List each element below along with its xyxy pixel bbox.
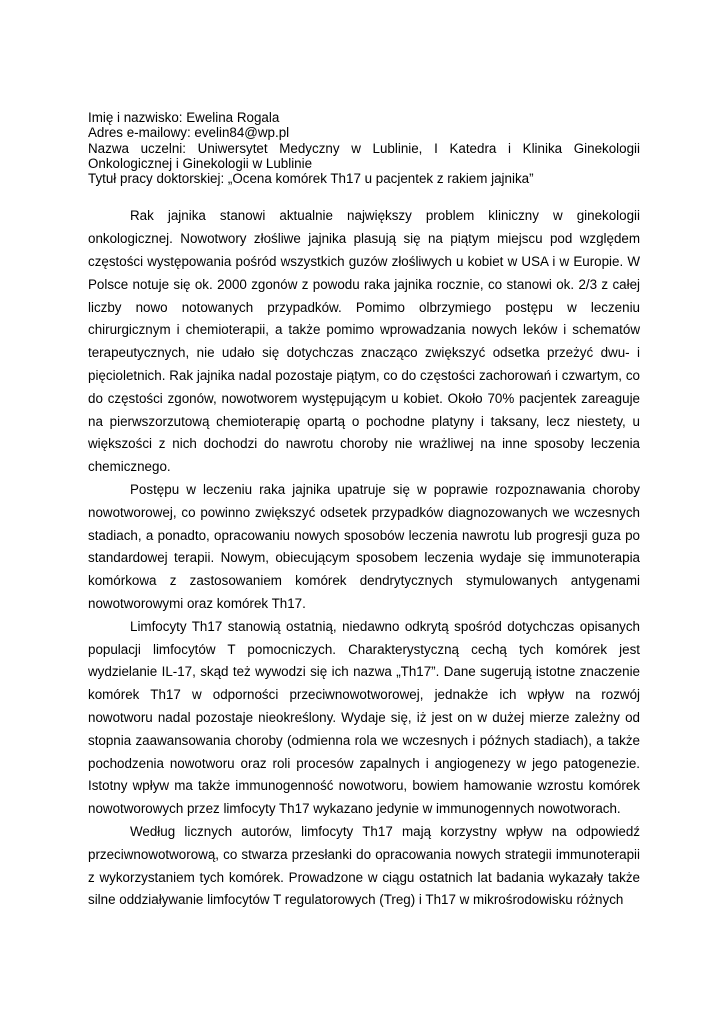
thesis-title: Tytuł pracy doktorskiej: „Ocena komórek Th17 u pacjentek z rakiem jajnika” (88, 171, 534, 187)
author-name: Imię i nazwisko: Ewelina Rogala (88, 110, 280, 125)
university-name-line-1: Nazwa uczelni: Uniwersytet Medyczny w Lublinie, I Katedra i Klinika Ginekologii (88, 140, 640, 156)
paragraph-1: Rak jajnika stanowi aktualnie największy problem kliniczny w ginekologii onkologicznej. Nowotwory złośliwe jajnika plasują się na piątym miejscu pod względem częstości występowania pośród wszystkich guzów złośliwych u kobiet w USA i w Europie. W Polsce notuje się ok. 2000 zgonów z powodu raka jajnika rocznie, co stanowi ok. 2/3 z całej liczby nowo notowanych przypadków. Pomimo olbrzymiego postępu w leczeniu chirurgicznym i chemioterapii, a także pomimo wprowadzania nowych leków i schematów terapeutycznych, nie udało się dotychczas znacząco zwiększyć odsetka przeżyć dwu- i pięcioletnich. Rak jajnika nadal pozostaje piątym, co do częstości zachorowań i czwartym, co do częstości zgonów, nowotworem występującym u kobiet. Około 70% pacjentek zareaguje na pierwszorzutową chemioterapię opartą o pochodne platyny i taksany, lecz niestety, u większości z nich dochodzi do nawrotu choroby nie wrażliwej na inne sposoby leczenia chemicznego. (88, 208, 640, 475)
paragraph-3: Limfocyty Th17 stanowią ostatnią, niedawno odkrytą spośród dotychczas opisanych populacji limfocytów T pomocniczych. Charakterystyczną cechą tych komórek jest wydzielanie IL-17, skąd też wywodzi się ich nazwa „Th17”. Dane sugerują istotne znaczenie komórek Th17 w odporności przeciwnowotworowej, jednakże ich wpływ na rozwój nowotworu nadal pozostaje nieokreślony. Wydaje się, iż jest on w dużej mierze zależny od stopnia zaawansowania choroby (odmienna rola we wczesnych i późnych stadiach), a także pochodzenia nowotworu oraz roli procesów zapalnych i angiogenezy w jego patogenezie. Istotny wpływ ma także immunogenność nowotworu, bowiem hamowanie wzrostu komórek nowotworowych przez limfocyty Th17 wykazano jedynie w immunogennych nowotworach. (88, 618, 640, 817)
university-name-line-2: Onkologicznej i Ginekologii w Lublinie (88, 155, 313, 171)
author-header (88, 110, 640, 186)
paragraph-4: Według licznych autorów, limfocyty Th17 mają korzystny wpływ na odpowiedź przeciwnowotworową, co stwarza przesłanki do opracowania nowych strategii immunoterapii z wykorzystaniem tych komórek. Prowadzone w ciągu ostatnich lat badania wykazały także silne oddziaływanie limfocytów T regulatorowych (Treg) i Th17 w mikrośrodowisku różnych (88, 824, 640, 908)
document-body (88, 205, 640, 912)
document-page (88, 110, 640, 912)
author-email: Adres e-mailowy: evelin84@wp.pl (88, 125, 290, 141)
paragraph-2: Postępu w leczeniu raka jajnika upatruje się w poprawie rozpoznawania choroby nowotworowej, co powinno zwiększyć odsetek przypadków diagnozowanych we wczesnych stadiach, a ponadto, opracowaniu nowych sposobów leczenia nawrotu lub progresji guza po standardowej terapii. Nowym, obiecującym sposobem leczenia wydaje się immunoterapia komórkowa z zastosowaniem komórek dendrytycznych stymulowanych antygenami nowotworowymi oraz komórek Th17. (88, 482, 640, 612)
